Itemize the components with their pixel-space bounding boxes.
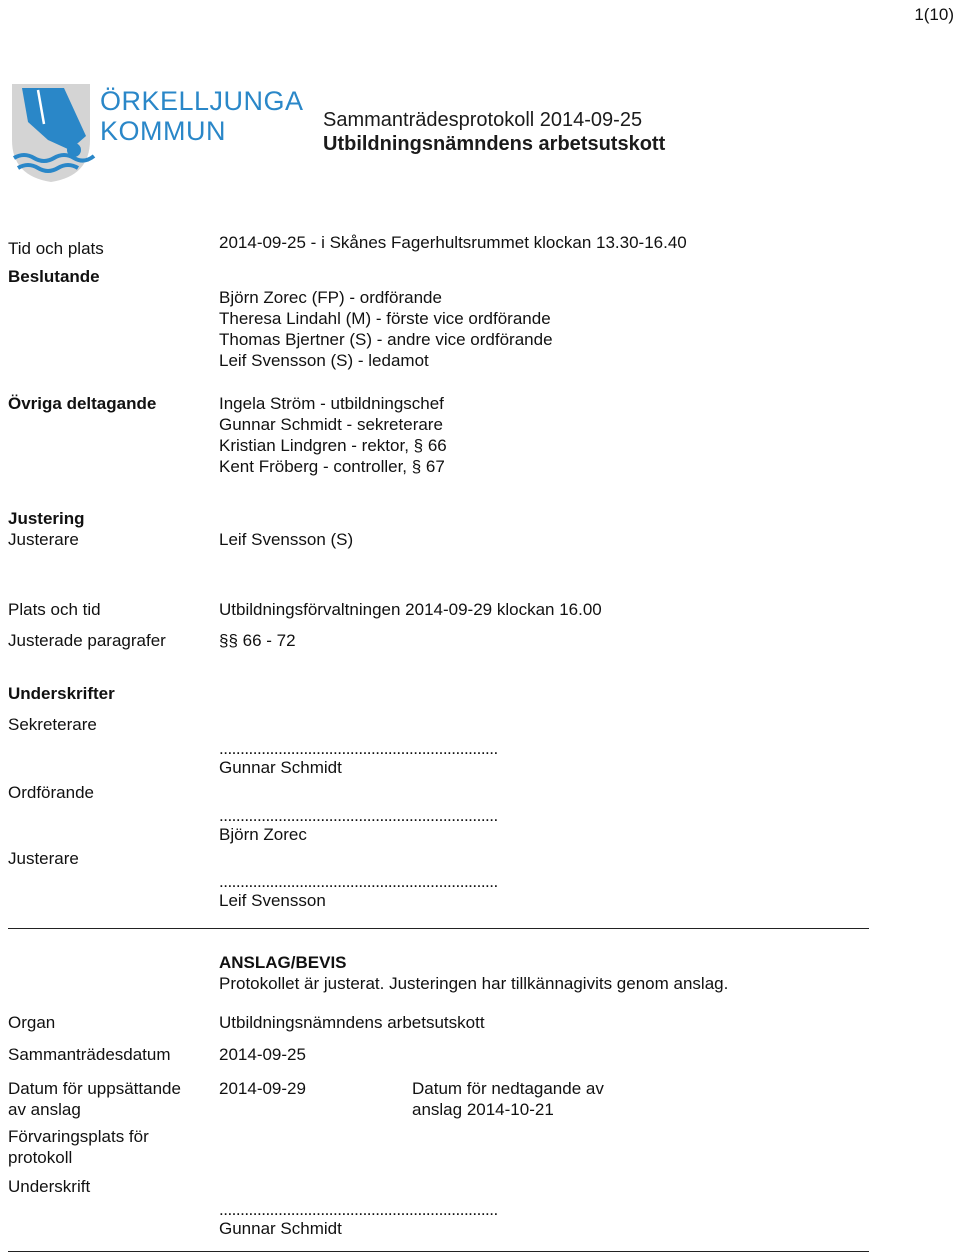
secretary-label: Sekreterare — [8, 715, 97, 734]
signature-line: .................................................................. — [219, 806, 498, 825]
signature-line: .................................................................. — [219, 872, 498, 891]
chair-label: Ordförande — [8, 783, 94, 802]
deciding-item: Thomas Bjertner (S) - andre vice ordförande — [219, 330, 553, 349]
adjustment-heading: Justering — [8, 509, 85, 528]
storage-label: Förvaringsplats för — [8, 1127, 149, 1146]
secretary-name: Gunnar Schmidt — [219, 758, 342, 777]
deciding-item: Leif Svensson (S) - ledamot — [219, 351, 429, 370]
organ-label: Organ — [8, 1013, 56, 1032]
adjuster-value: Leif Svensson (S) — [219, 530, 354, 549]
deciding-item: Theresa Lindahl (M) - förste vice ordförande — [219, 309, 551, 328]
others-item: Kristian Lindgren - rektor, § 66 — [219, 436, 447, 455]
deciding-item: Björn Zorec (FP) - ordförande — [219, 288, 442, 307]
chair-name: Björn Zorec — [219, 825, 307, 844]
logo-line2: KOMMUN — [100, 116, 226, 146]
others-item: Kent Fröberg - controller, § 67 — [219, 457, 445, 476]
storage-label: protokoll — [8, 1148, 73, 1167]
bottom-divider — [8, 1251, 869, 1252]
others-label: Övriga deltagande — [8, 394, 157, 413]
place-time-label: Plats och tid — [8, 600, 101, 619]
signature-label: Underskrift — [8, 1177, 91, 1196]
others-item: Ingela Ström - utbildningschef — [219, 394, 444, 413]
adjuster-name: Leif Svensson — [219, 891, 326, 910]
removed-label: Datum för nedtagande av — [412, 1079, 604, 1098]
removed-label: anslag 2014-10-21 — [412, 1100, 554, 1119]
signature-line: .................................................................. — [219, 739, 498, 758]
notice-text: Protokollet är justerat. Justeringen har tillkännagivits genom anslag. — [219, 974, 729, 993]
deciding-label: Beslutande — [8, 267, 100, 286]
section-divider — [8, 928, 869, 929]
posted-label: av anslag — [8, 1100, 81, 1119]
posted-label: Datum för uppsättande — [8, 1079, 181, 1098]
organ-value: Utbildningsnämndens arbetsutskott — [219, 1013, 485, 1032]
paragraphs-label: Justerade paragrafer — [8, 631, 166, 650]
signature-name: Gunnar Schmidt — [219, 1219, 342, 1238]
posted-value: 2014-09-29 — [219, 1079, 306, 1098]
document-title: Sammanträdesprotokoll 2014-09-25 — [323, 109, 643, 131]
document-subtitle: Utbildningsnämndens arbetsutskott — [323, 133, 666, 155]
adjuster-signature-label: Justerare — [8, 849, 79, 868]
time-place-value: 2014-09-25 - i Skånes Fagerhultsrummet klockan 13.30-16.40 — [219, 233, 687, 252]
logo-line1: ÖRKELLJUNGA — [100, 86, 304, 116]
page-number: 1(10) — [914, 5, 954, 24]
meeting-date-label: Sammanträdesdatum — [8, 1045, 171, 1064]
paragraphs-value: §§ 66 - 72 — [219, 631, 296, 650]
signature-line: .................................................................. — [219, 1200, 498, 1219]
meeting-date-value: 2014-09-25 — [219, 1045, 306, 1064]
place-time-value: Utbildningsförvaltningen 2014-09-29 klockan 16.00 — [219, 600, 602, 619]
time-place-label: Tid och plats — [8, 239, 104, 258]
adjuster-label: Justerare — [8, 530, 79, 549]
signatures-heading: Underskrifter — [8, 684, 115, 703]
municipality-logo — [8, 80, 304, 184]
notice-heading: ANSLAG/BEVIS — [219, 953, 347, 972]
others-item: Gunnar Schmidt - sekreterare — [219, 415, 443, 434]
